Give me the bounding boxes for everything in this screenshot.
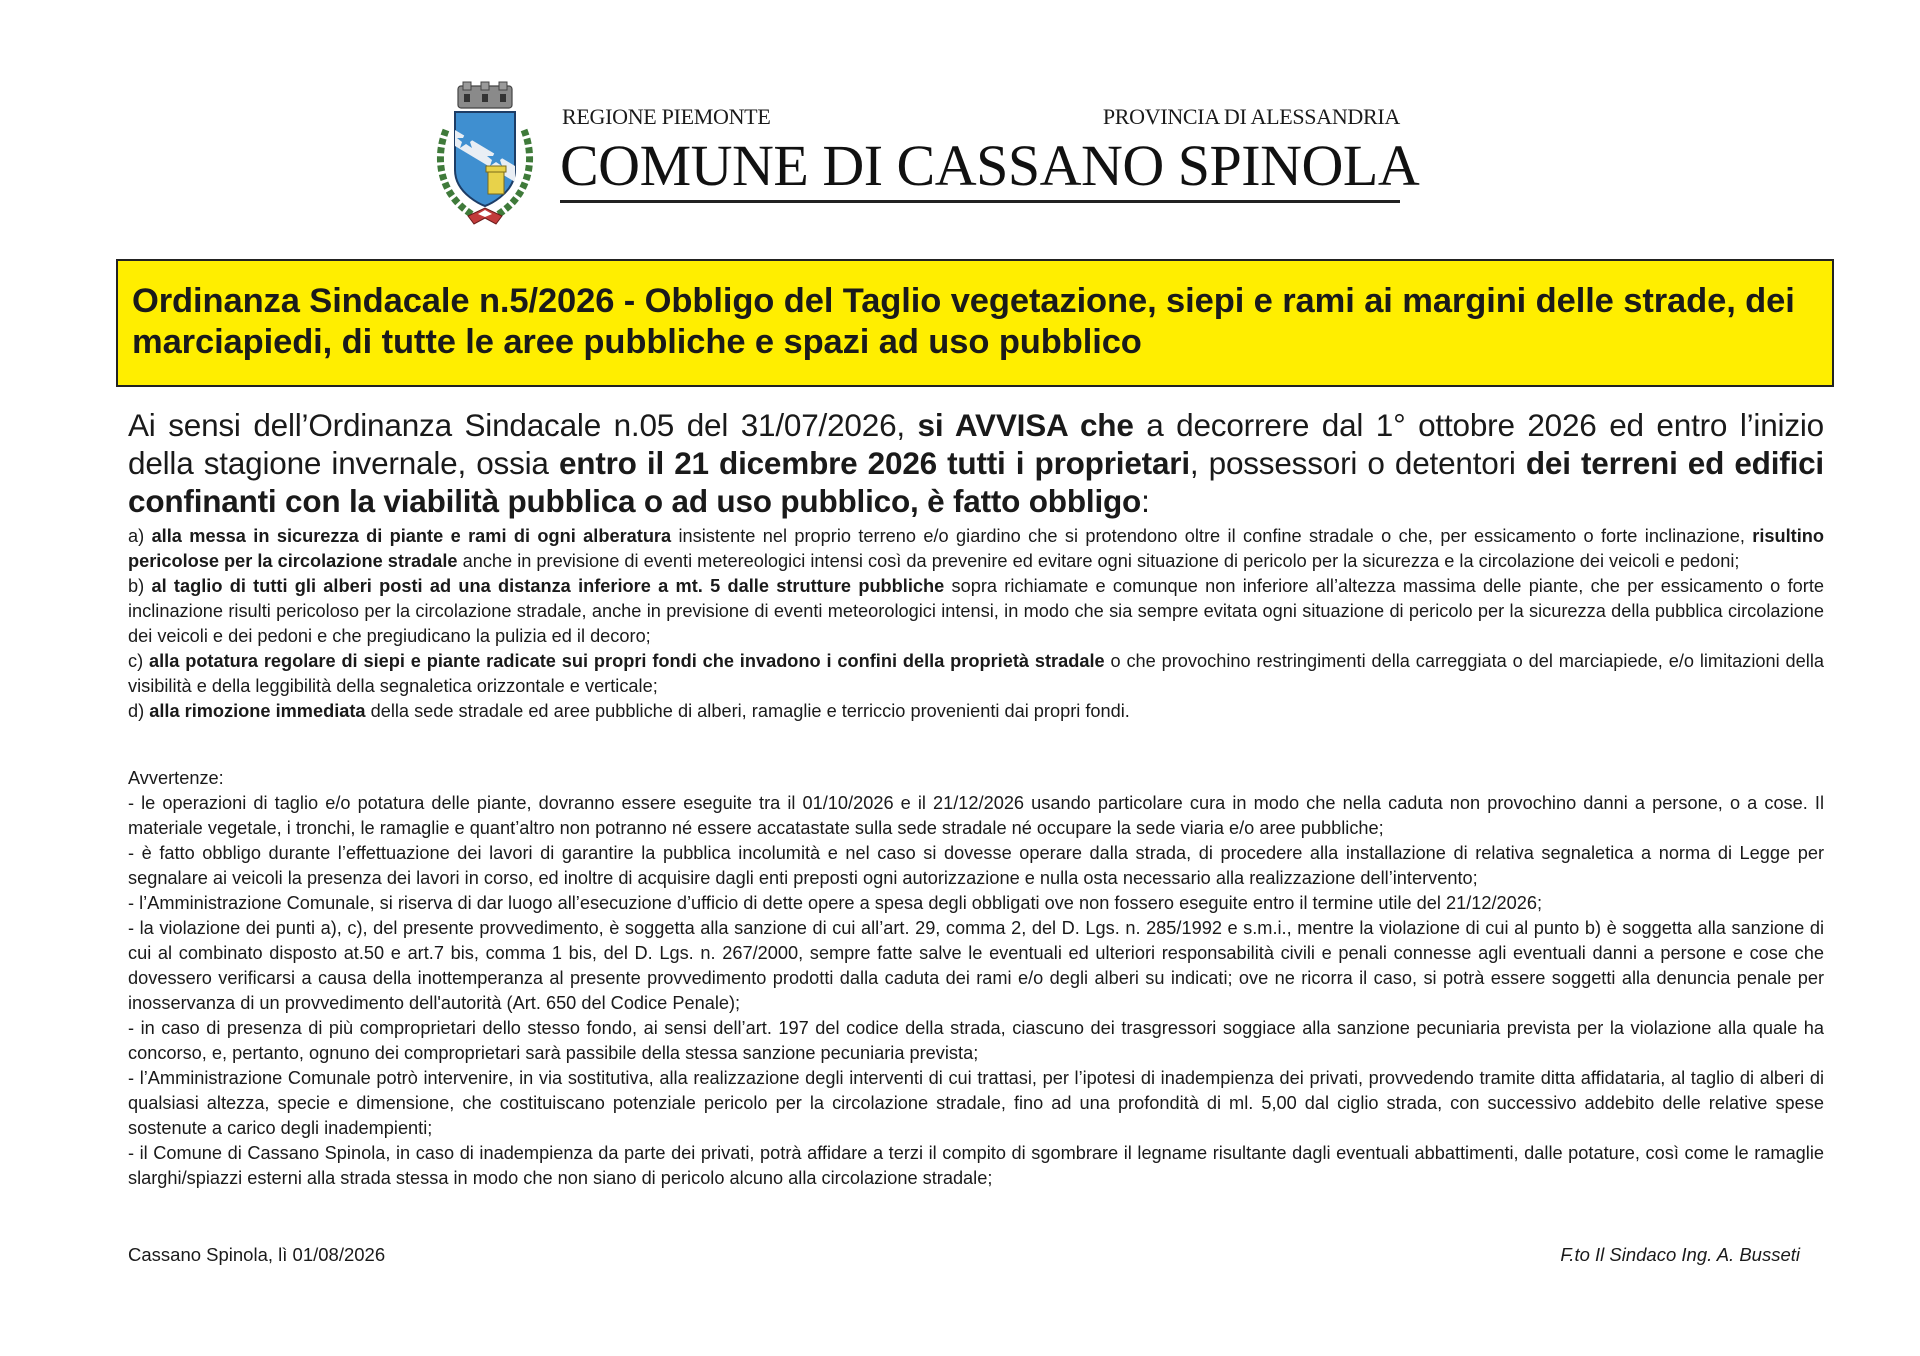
warning-item: - il Comune di Cassano Spinola, in caso di inadempienza da parte dei privati, potrà affidare a terzi il compito di sgombrare il legname risultante dagli eventuali abbattimenti, dalle potature, così come le ramaglie slarghi/spiazzi esterni alla strada stessa in modo che non siano di pericolo alcuno alla circolazione stradale;: [128, 1143, 1824, 1188]
item-c-prefix: c): [128, 651, 150, 671]
warning-item: - la violazione dei punti a), c), del presente provvedimento, è soggetta alla sanzione di cui all’art. 29, comma 2, del D. Lgs. n. 285/1992 e s.m.i., mentre la violazione di cui al punto b) è soggetta alla sanzione di cui al combinato disposto at.50 e art.7 bis, comma 1 bis, del D. Lgs. n. 267/2000, sempre fatte salve le eventuali ed ulteriori responsabilità civili e penali connesse agli eventuali danni a persone e cose che dovessero verificarsi a causa della inottemperanza al presente provvedimento prodotti dalla caduta dei rami e/o degli alberi su indicati; ove ne ricorra il caso, si potrà essere soggetti alla denuncia penale per inosservanza di un provvedimento dell'autorità (Art. 650 del Codice Penale);: [128, 918, 1824, 1013]
obligation-item-a: [128, 524, 1824, 574]
mayor-signature: F.to Il Sindaco Ing. A. Busseti: [1560, 1244, 1800, 1265]
municipality-name: COMUNE DI CASSANO SPINOLA: [560, 133, 1420, 198]
ordinance-title-box: [116, 259, 1834, 387]
warning-item: - in caso di presenza di più comproprietari dello stesso fondo, ai sensi dell’art. 197 del codice della strada, ciascuno dei trasgressori soggiace alla sanzione pecuniaria prevista per la violazione alla quale ha concorso, e, pertanto, ognuno dei comproprietari sarà passibile della stessa sanzione pecuniaria prevista;: [128, 1018, 1824, 1063]
warning-item: - l’Amministrazione Comunale, si riserva di dar luogo all’esecuzione d’ufficio di dette opere a spesa degli obbligati ove non fossero eseguite entro il termine utile del 21/12/2026;: [128, 893, 1543, 913]
intro-bold-2: entro il 21 dicembre 2026 tutti i proprietari: [558, 445, 1190, 481]
item-a-text-2: anche in previsione di eventi metereologici intensi così da prevenire ed evitare ogni situazione di pericolo per la sicurezza e la circolazione dei veicoli e pedoni;: [457, 551, 1740, 571]
warnings-section: [128, 766, 1824, 1191]
intro-text-4: :: [1141, 483, 1150, 519]
region-label: REGIONE PIEMONTE: [562, 104, 771, 129]
item-d-text-1: della sede stradale ed aree pubbliche di alberi, ramaglie e terriccio provenienti dai propri fondi.: [365, 701, 1130, 721]
obligation-item-c: [128, 649, 1824, 699]
item-b-text-1: sopra richiamate e comunque non inferiore all’altezza massima delle piante, che per essicamento o forte inclinazione risulti pericoloso per la circolazione stradale, anche in previsione di eventi meteorologici intensi, in modo che sia sempre evitata ogni situazione di pericolo per la sicurezza della pubblica circolazione dei veicoli e dei pedoni e che pregiudicano la pulizia ed il decoro;: [128, 576, 1824, 646]
municipal-crest-icon: [430, 80, 540, 230]
obligations-list: [128, 524, 1824, 724]
intro-text-3: , possessori o detentori: [1189, 445, 1526, 481]
item-d-bold-1: alla rimozione immediata: [149, 701, 366, 721]
warnings-heading: Avvertenze:: [128, 768, 224, 788]
intro-text-2: a decorrere dal 1° ottobre 2026 ed entro l’inizio della stagione invernale, ossia: [128, 407, 1824, 481]
item-c-bold-1: alla potatura regolare di siepi e piante radicate sui propri fondi che invadono i confini della proprietà stradale: [149, 651, 1105, 671]
item-a-text-1: insistente nel proprio terreno e/o giardino che si protendono oltre il confine stradale o che, per essicamento o forte inclinazione,: [671, 526, 1753, 546]
place-and-date: Cassano Spinola, lì 01/08/2026: [128, 1244, 386, 1265]
item-a-bold-2: risultino pericolose per la circolazione stradale: [128, 526, 1824, 571]
obligation-item-d: [128, 699, 1824, 724]
intro-paragraph: [128, 406, 1824, 520]
item-c-text-1: o che provochino restringimenti della carreggiata o del marciapiede, e/o limitazioni della visibilità e della leggibilità della segnaletica orizzontale e verticale;: [128, 651, 1824, 696]
warning-item: - è fatto obbligo durante l’effettuazione dei lavori di garantire la pubblica incolumità e nel caso si dovesse operare dalla strada, di procedere alla installazione di relativa segnaletica a norma di Legge per segnalare ai veicoli la presenza dei lavori in corso, ed inoltre di acquisire dagli enti preposti ogni autorizzazione e nulla osta necessario alla realizzazione dell’intervento;: [128, 843, 1824, 888]
province-label: PROVINCIA DI ALESSANDRIA: [1102, 104, 1400, 129]
intro-bold-1: si AVVISA che: [917, 407, 1134, 443]
intro-text-1: Ai sensi dell’Ordinanza Sindacale n.05 del 31/07/2026,: [128, 407, 918, 443]
obligation-item-b: [128, 574, 1824, 649]
item-b-bold-1: al taglio di tutti gli alberi posti ad una distanza inferiore a mt. 5 dalle strutture pubbliche: [151, 576, 945, 596]
intro-bold-3: dei terreni ed edifici confinanti con la viabilità pubblica o ad uso pubblico, è fatto obbligo: [128, 445, 1824, 519]
item-a-prefix: a): [128, 526, 152, 546]
warning-item: - le operazioni di taglio e/o potatura delle piante, dovranno essere eseguite tra il 01/10/2026 e il 21/12/2026 usando particolare cura in modo che nella caduta non provochino danni a persone, o a cose. Il materiale vegetale, i tronchi, le ramaglie e quant’altro non potranno né essere accatastate sulla sede stradale né occupare la sede viaria e/o aree pubbliche;: [128, 793, 1824, 838]
item-b-prefix: b): [128, 576, 152, 596]
ordinance-title: Ordinanza Sindacale n.5/2026 - Obbligo del Taglio vegetazione, siepi e rami ai margini delle strade, dei marciapiedi, di tutte le aree pubbliche e spazi ad uso pubblico: [132, 282, 1795, 361]
item-d-prefix: d): [128, 701, 150, 721]
warning-item: - l’Amministrazione Comunale potrò intervenire, in via sostitutiva, alla realizzazione degli interventi di cui trattasi, per l’ipotesi di inadempienza dei privati, provvedendo tramite ditta affidataria, al taglio di alberi di qualsiasi altezza, specie e dimensione, che costituiscano potenziale pericolo per la circolazione stradale, fino ad una profondità di ml. 5,00 dal ciglio strada, con successivo addebito delle relative spese sostenute a carico degli inadempienti;: [128, 1068, 1824, 1138]
letterhead: [430, 80, 1420, 230]
item-a-bold-1: alla messa in sicurezza di piante e rami di ogni alberatura: [151, 526, 672, 546]
header-underline: [560, 200, 1400, 203]
